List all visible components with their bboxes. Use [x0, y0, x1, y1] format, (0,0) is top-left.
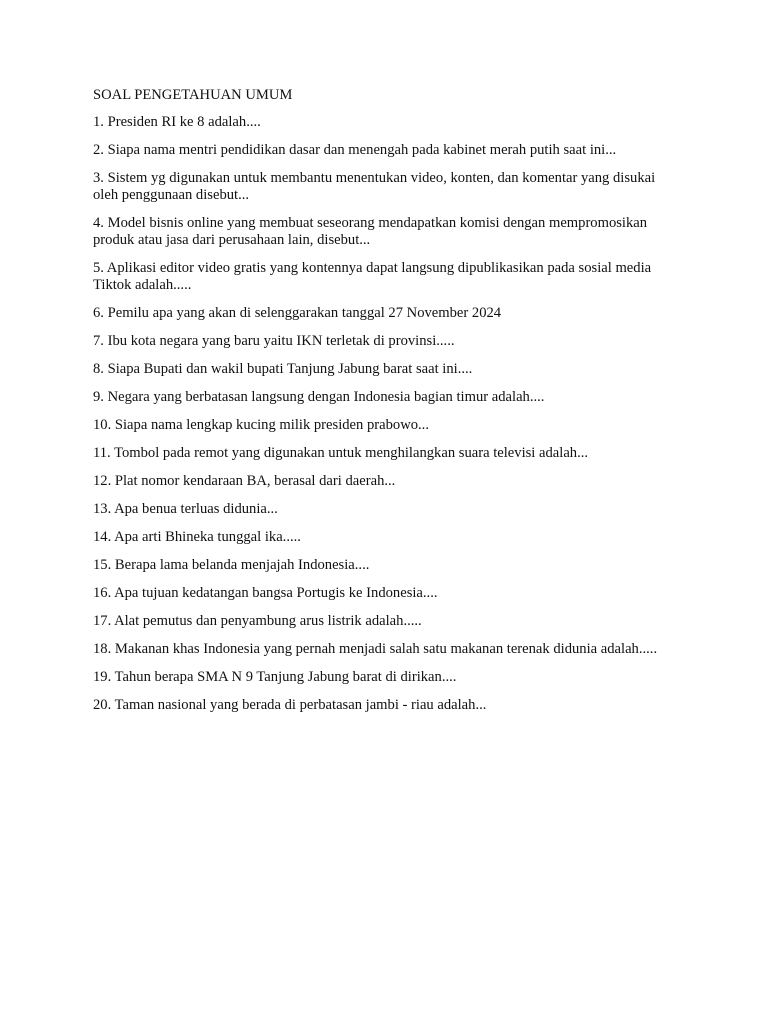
document-content: [93, 87, 673, 725]
question-item: 20. Taman nasional yang berada di perbatasan jambi - riau adalah...: [93, 697, 487, 713]
question-item: 11. Tombol pada remot yang digunakan untuk menghilangkan suara televisi adalah...: [93, 445, 589, 461]
question-item: 1. Presiden RI ke 8 adalah....: [93, 114, 261, 130]
question-item: 17. Alat pemutus dan penyambung arus listrik adalah.....: [93, 613, 422, 629]
question-item: 8. Siapa Bupati dan wakil bupati Tanjung Jabung barat saat ini....: [93, 361, 473, 377]
question-item: 10. Siapa nama lengkap kucing milik presiden prabowo...: [93, 417, 429, 433]
question-item: 16. Apa tujuan kedatangan bangsa Portugis ke Indonesia....: [93, 585, 438, 601]
question-item: 2. Siapa nama mentri pendidikan dasar dan menengah pada kabinet merah putih saat ini...: [93, 142, 617, 158]
question-item: 14. Apa arti Bhineka tunggal ika.....: [93, 529, 301, 545]
question-item: 15. Berapa lama belanda menjajah Indonesia....: [93, 557, 370, 573]
question-item: 7. Ibu kota negara yang baru yaitu IKN terletak di provinsi.....: [93, 333, 455, 349]
question-item: 13. Apa benua terluas didunia...: [93, 501, 278, 517]
question-item: 12. Plat nomor kendaraan BA, berasal dari daerah...: [93, 473, 396, 489]
question-list: [93, 114, 673, 714]
question-item: 4. Model bisnis online yang membuat seseorang mendapatkan komisi dengan mempromosikan produk atau jasa dari perusahaan lain, disebut...: [93, 215, 648, 248]
question-item: 18. Makanan khas Indonesia yang pernah menjadi salah satu makanan terenak didunia adalah.....: [93, 641, 658, 657]
document-title: SOAL PENGETAHUAN UMUM: [93, 87, 293, 103]
question-item: 5. Aplikasi editor video gratis yang kontennya dapat langsung dipublikasikan pada sosial media Tiktok adalah.....: [93, 260, 652, 293]
question-item: 3. Sistem yg digunakan untuk membantu menentukan video, konten, dan komentar yang disukai oleh penggunaan disebut...: [93, 170, 656, 203]
question-item: 19. Tahun berapa SMA N 9 Tanjung Jabung barat di dirikan....: [93, 669, 457, 685]
question-item: 6. Pemilu apa yang akan di selenggarakan tanggal 27 November 2024: [93, 305, 502, 321]
question-item: 9. Negara yang berbatasan langsung dengan Indonesia bagian timur adalah....: [93, 389, 545, 405]
